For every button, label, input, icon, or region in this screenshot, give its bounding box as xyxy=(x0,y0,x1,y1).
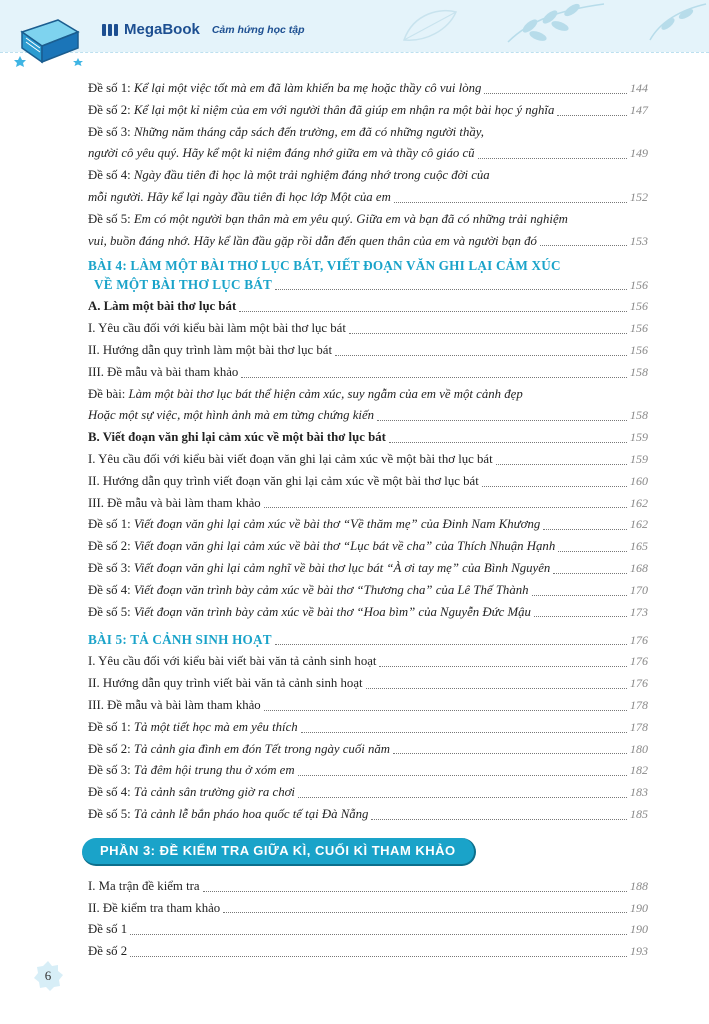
page-number: 176 xyxy=(630,633,648,648)
footer-page-number xyxy=(32,960,64,992)
toc-entry: Đề bài: Làm một bài thơ lục bát thể hiện cảm xúc, suy ngẫm của em về một cảnh đẹp xyxy=(88,386,523,401)
page-number: 188 xyxy=(630,878,648,893)
page-number: 182 xyxy=(630,763,648,778)
page-number: 153 xyxy=(630,233,648,248)
part-3-heading: PHẦN 3: ĐỀ KIỂM TRA GIỮA KÌ, CUỐI KÌ THAM KHẢO xyxy=(82,838,476,866)
lesson-4-heading: BÀI 4: LÀM MỘT BÀI THƠ LỤC BÁT, VIẾT ĐOẠN VĂN GHI LẠI CẢM XÚC xyxy=(88,258,561,274)
lesson-5-heading: BÀI 5: TẢ CẢNH SINH HOẠT 176 xyxy=(88,629,648,651)
book-logo-icon xyxy=(14,10,92,72)
leaf-decoration-icon xyxy=(640,0,709,44)
page-number: 144 xyxy=(630,81,648,95)
page-number: 159 xyxy=(630,451,648,466)
toc-entry: III. Đề mẫu và bài làm tham khảo 178 xyxy=(88,695,648,717)
toc-entry: Đề số 2: Tả cảnh gia đình em đón Tết trong ngày cuối năm 180 xyxy=(88,739,648,761)
toc-entry-continued: Hoặc một sự việc, một hình ảnh mà em từng chứng kiến 158 xyxy=(88,405,648,427)
toc-entry: Đề số 1: Viết đoạn văn ghi lại cảm xúc về bài thơ “Về thăm mẹ” của Đinh Nam Khương 162 xyxy=(88,514,648,536)
page-number: 173 xyxy=(630,604,648,619)
lesson-4-heading-continued: VỀ MỘT BÀI THƠ LỤC BÁT 156 xyxy=(88,274,648,296)
page-number: 176 xyxy=(630,654,648,669)
toc-entry: II. Hướng dẫn quy trình làm một bài thơ lục bát 156 xyxy=(88,340,648,362)
toc-entry-continued: mỗi người. Hãy kể lại ngày đầu tiên đi học lớp Một của em 152 xyxy=(88,187,648,209)
page-number: 160 xyxy=(630,473,648,488)
brand-mark-icon xyxy=(102,24,118,36)
toc-section: B. Viết đoạn văn ghi lại cảm xúc về một bài thơ lục bát 159 xyxy=(88,427,648,449)
page-number: 158 xyxy=(630,364,648,379)
toc-entry: Đề số 2: Kể lại một kỉ niệm của em với người thân đã giúp em nhận ra một bài học ý nghĩa 147 xyxy=(88,100,648,122)
toc-entry: Đề số 5: Viết đoạn văn trình bày cảm xúc về bài thơ “Hoa bìm” của Nguyễn Đức Mậu 173 xyxy=(88,602,648,624)
toc-entry: Đề số 3: Viết đoạn văn ghi lại cảm nghĩ về bài thơ lục bát “À ơi tay mẹ” của Bình Nguyên 168 xyxy=(88,558,648,580)
toc-entry: Đề số 1: Tả một tiết học mà em yêu thích 178 xyxy=(88,717,648,739)
toc-entry: Đề số 1: Kể lại một việc tốt mà em đã làm khiến ba mẹ hoặc thầy cô vui lòng 144 xyxy=(88,78,648,100)
page-number: 183 xyxy=(630,785,648,800)
toc-entry-continued: vui, buồn đáng nhớ. Hãy kể lần đầu gặp rồi dẫn đến quen thân của em và người bạn đó 153 xyxy=(88,231,648,253)
brand xyxy=(102,21,305,38)
toc-entry: Đề số 3: Những năm tháng cắp sách đến trường, em đã có những người thầy, xyxy=(88,124,484,139)
toc-entry: III. Đề mẫu và bài tham khảo 158 xyxy=(88,362,648,384)
toc-entry: II. Đề kiểm tra tham khảo 190 xyxy=(88,898,648,920)
page-number: 185 xyxy=(630,806,648,821)
brand-name: MegaBook xyxy=(124,21,200,38)
toc-section: A. Làm một bài thơ lục bát 156 xyxy=(88,296,648,318)
page-number: 180 xyxy=(630,741,648,756)
table-of-contents xyxy=(88,78,648,963)
page-number: 152 xyxy=(630,189,648,204)
page-number: 156 xyxy=(630,321,648,336)
page-number: 178 xyxy=(630,719,648,734)
toc-entry: Đề số 4: Ngày đầu tiên đi học là một trải nghiệm đáng nhớ trong cuộc đời của xyxy=(88,168,490,183)
toc-entry: Đề số 4: Viết đoạn văn trình bày cảm xúc về bài thơ “Thương cha” của Lê Thế Thành 170 xyxy=(88,580,648,602)
page-number: 162 xyxy=(630,517,648,532)
toc-entry: I. Ma trận đề kiểm tra 188 xyxy=(88,876,648,898)
toc-entry: III. Đề mẫu và bài làm tham khảo 162 xyxy=(88,493,648,515)
toc-entry: Đề số 1 190 xyxy=(88,919,648,941)
page-number: 165 xyxy=(630,539,648,554)
toc-entry: I. Yêu cầu đối với kiểu bài viết bài văn tả cảnh sinh hoạt 176 xyxy=(88,651,648,673)
toc-entry: Đề số 5: Tả cảnh lễ bắn pháo hoa quốc tế tại Đà Nẵng 185 xyxy=(88,804,648,826)
page-number: 147 xyxy=(630,102,648,117)
page-number: 190 xyxy=(630,900,648,915)
page-number: 156 xyxy=(630,278,648,293)
header-divider xyxy=(0,52,709,53)
toc-entry: I. Yêu cầu đối với kiểu bài viết đoạn văn ghi lại cảm xúc về một bài thơ lục bát 159 xyxy=(88,449,648,471)
page-number: 159 xyxy=(630,430,648,445)
toc-entry-continued: người cô yêu quý. Hãy kể một kỉ niệm đáng nhớ giữa em và thầy cô giáo cũ 149 xyxy=(88,143,648,165)
toc-entry: Đề số 2: Viết đoạn văn ghi lại cảm xúc về bài thơ “Lục bát về cha” của Thích Nhuận Hạnh 165 xyxy=(88,536,648,558)
page-number: 178 xyxy=(630,697,648,712)
toc-entry: I. Yêu cầu đối với kiểu bài làm một bài thơ lục bát 156 xyxy=(88,318,648,340)
page-number: 168 xyxy=(630,560,648,575)
leaf-decoration-icon xyxy=(400,6,460,46)
leaf-decoration-icon xyxy=(500,0,610,46)
page-number: 170 xyxy=(630,582,648,597)
page-number: 193 xyxy=(630,944,648,959)
brand-tagline: Cảm hứng học tập xyxy=(211,23,305,36)
page-number: 158 xyxy=(630,408,648,423)
page-number: 190 xyxy=(630,922,648,937)
page-number: 176 xyxy=(630,676,648,691)
toc-entry: Đề số 2 193 xyxy=(88,941,648,963)
toc-entry: Đề số 3: Tả đêm hội trung thu ở xóm em 182 xyxy=(88,760,648,782)
toc-entry: II. Hướng dẫn quy trình viết đoạn văn ghi lại cảm xúc về một bài thơ lục bát 160 xyxy=(88,471,648,493)
page-number: 156 xyxy=(630,299,648,314)
toc-entry: Đề số 4: Tả cảnh sân trường giờ ra chơi 183 xyxy=(88,782,648,804)
page-number-label: 6 xyxy=(44,968,52,983)
page-number: 156 xyxy=(630,342,648,357)
page-number: 162 xyxy=(630,495,648,510)
toc-entry: Đề số 5: Em có một người bạn thân mà em yêu quý. Giữa em và bạn đã có những trải nghiệm xyxy=(88,211,568,226)
page-number: 149 xyxy=(630,146,648,161)
toc-entry: II. Hướng dẫn quy trình viết bài văn tả cảnh sinh hoạt 176 xyxy=(88,673,648,695)
